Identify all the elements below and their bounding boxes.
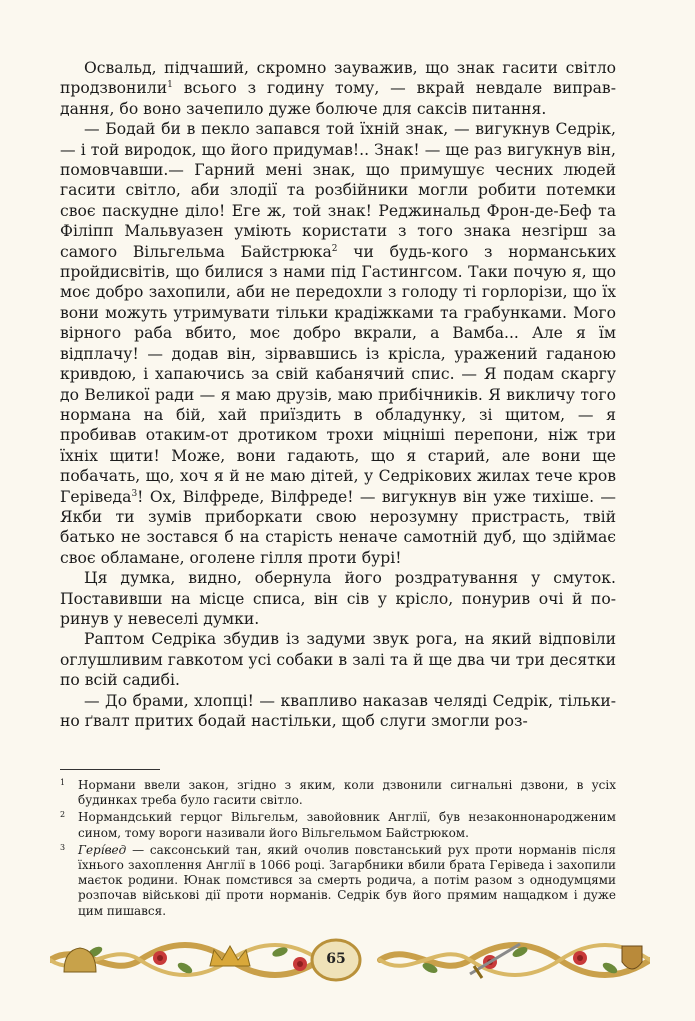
- paragraph: [60, 119, 616, 568]
- paragraph: [60, 691, 616, 732]
- footnote: [60, 810, 616, 840]
- text-run: чи будь-кого з норманських пройдисвітів, що билися з нами під Гастингсом. Таки почую я, що моє добро захопили, аби не передохли з голоду ті горлорізи, що їх вони можуть утримувати тільки крадіжками та грабунками. Мого вірного раба вбито, моє добро вкрали, а Вамба... Але я їм відплачу! — додав він, зірвавшись із крісла, уражений гаданою кривдою, і хапаючись за свій кабанячий спис. — Я подам скаргу до Великої ради — я маю друзів, маю прибічників. Я викличу того нормана на бій, хай приїздить в обладунку, зі щитом, — я пробивав отаким-от дротиком трохи міцніші перепони, ніж три їхніх щити! Може, вони гадають, що я старий, але вони ще побачать, що, хоч я й не маю дітей, у Седрікових жилах тече кров Геріведа: [60, 242, 616, 506]
- footnote-text: Нормани ввели закон, згідно з яким, коли дзвонили сигнальні дзвони, в усіх будинках треба було гасити світло.: [78, 778, 616, 808]
- paragraph: [60, 629, 616, 690]
- footnote-ref: 1: [167, 80, 173, 91]
- text-run: Освальд, підчаший, скромно зауважив, що знак гасити світло продзвонили: [60, 59, 616, 98]
- text-run: Раптом Седріка збудив із задуми звук рога, на який відповіли оглушливим гавкотом усі собаки в залі та й ще два чи три десятки по всій садибі.: [60, 630, 616, 690]
- page-number: 65: [326, 951, 346, 967]
- footnote: [60, 778, 616, 808]
- text-run: ! Ох, Вілфреде, Вілфреде! — вигукнув він уже тихіше. — Якби ти зумів приборкати свою нерозумну пристрасть, твій батько не зостався б на старість неначе самотній дуб, що здіймає своє обламане, оголене гілля проти бурі!: [60, 487, 616, 567]
- paragraph: [60, 58, 616, 119]
- footnote-mark: 3: [60, 842, 66, 852]
- text-run: Ця думка, видно, обернула його роздратування у смуток. Поставивши на місце списа, він сів у крісло, понурив очі й поринув у невеселі думки.: [60, 569, 616, 628]
- footnote: [60, 843, 616, 919]
- footnote-ref: 2: [331, 243, 338, 254]
- rose-icon: [577, 955, 583, 961]
- footnote-text: Нормандський герцог Вільгельм, завойовник Англії, був незаконнонародженим сином, тому вороги називали його Вільгельмом Байстрюком.: [78, 810, 616, 840]
- footnotes: [60, 778, 616, 921]
- text-run: — Бодай би в пекло запався той їхній знак, — вигукнув Седрік, — і той виродок, що його придумав!.. Знак! — ще раз вигукнув він, помовчавши.— Гарний мені знак, що примушує чесних людей гасити світло, аби злодії та розбійники могли робити потемки своє паскудне діло! Еге ж, той знак! Реджинальд Фрон-де-Беф та Філіпп Мальвуазен уміють користати з того знака незгірш за самого Вільгельма Байстрюка: [60, 120, 616, 261]
- text-run: всього з годину тому, — вкрай невдале виправдання, бо воно зачепило дуже болюче для саксів питання.: [60, 79, 616, 118]
- rose-icon: [157, 955, 163, 961]
- footnote-mark: 2: [60, 810, 66, 820]
- text-run: — До брами, хлопці! — квапливо наказав челяді Седрік, тільки-но ґвалт притих бодай настільки, щоб слуги змогли роз-: [60, 691, 616, 730]
- rose-icon: [297, 961, 303, 967]
- footnote-ref: 3: [131, 488, 138, 499]
- footnote-term: Гері́вед: [78, 842, 127, 857]
- footnote-divider: [60, 769, 160, 770]
- shield-icon: [622, 946, 642, 969]
- footnote-text: — саксонський тан, який очолив повстанський рух проти норманів після їхнього захоплення Англії в 1066 році. Загарбники вбили брата Геріведа і захопили маєток родини. Юнак помстився за смерть родича, а потім разом з однодумцями розпочав військові дії проти норманів. Седрік був його прямим нащадком і дуже цим пишався.: [78, 842, 616, 918]
- main-text: [60, 58, 616, 731]
- paragraph: [60, 568, 616, 629]
- footnote-mark: 1: [60, 778, 66, 787]
